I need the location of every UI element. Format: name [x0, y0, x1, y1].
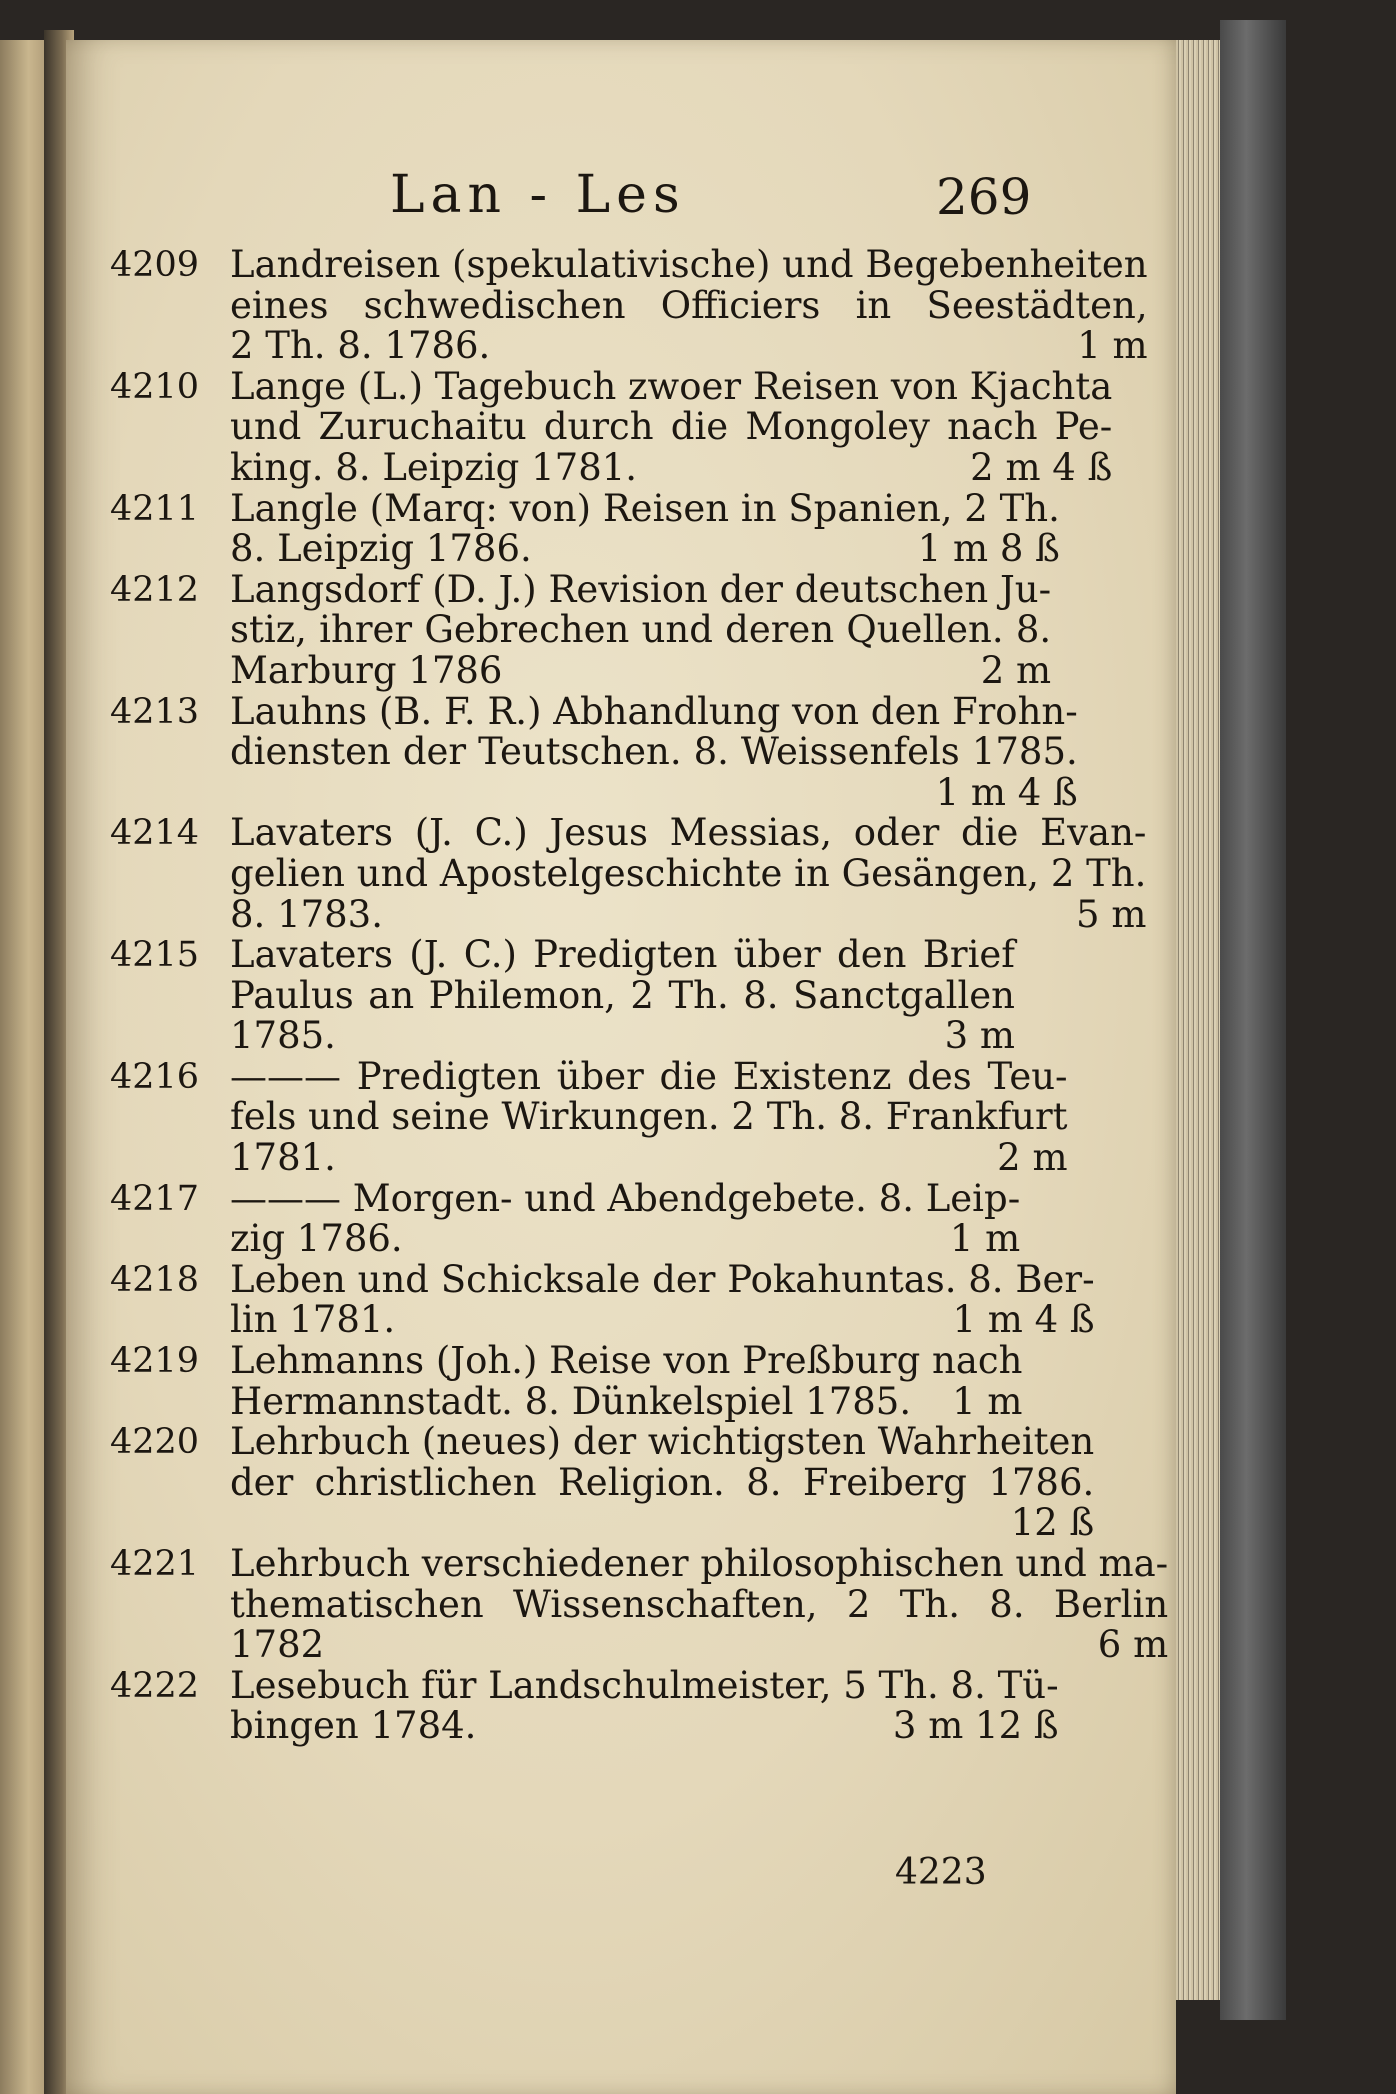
entry-last-line [230, 1706, 1059, 1747]
entry-imprint: Marburg 1786 [230, 648, 503, 692]
entry-imprint: 1781. [230, 1136, 336, 1180]
catalog-entry [110, 486, 1060, 571]
entry-line: und Zuruchaitu durch die Mongoley nach Pe- [230, 405, 1113, 449]
entry-line: Langle (Marq: von) Reisen in Spanien, 2 Th. [230, 486, 1060, 530]
entry-line: gelien und Apostelgeschichte in Gesängen, 2 Th. [230, 851, 1147, 895]
entry-imprint: 8. Leipzig 1786. [230, 527, 532, 571]
entry-number: 4219 [110, 1341, 200, 1382]
entry-last-line [230, 1379, 1023, 1423]
entry-last-line [230, 1219, 1020, 1260]
entry-number: 4220 [110, 1422, 200, 1463]
entry-price: 1 m [952, 1379, 1023, 1423]
entry-imprint: 1782 [230, 1623, 325, 1667]
entry-text [230, 1176, 1021, 1261]
catalog-entry [110, 1257, 1095, 1342]
entry-last-line [230, 326, 1148, 367]
entry-number: 4215 [110, 935, 200, 976]
entry-number: 4216 [110, 1056, 200, 1097]
entry-last-line [230, 1503, 1094, 1544]
catalog-entry [110, 1176, 1021, 1261]
catalog-entry [110, 1542, 1169, 1667]
entry-line: fels und seine Wirkungen. 2 Th. 8. Frankfurt [230, 1095, 1068, 1139]
entry-price: 1 m [949, 1217, 1021, 1261]
entry-number: 4213 [110, 691, 200, 732]
entry-line: stiz, ihrer Gebrechen und deren Quellen. 8. [230, 608, 1052, 652]
entry-text [230, 1054, 1068, 1180]
entry-number: 4212 [110, 569, 200, 610]
entry-line: Lehrbuch (neues) der wichtigsten Wahrheiten [230, 1420, 1095, 1464]
page-number: 269 [936, 168, 1032, 226]
entry-text [230, 486, 1060, 571]
entry-price: 12 ß [1010, 1501, 1095, 1545]
entry-line: eines schwedischen Officiers in Seestädten, [230, 283, 1148, 327]
catalog-entry [110, 1054, 1068, 1180]
catalog-entry [110, 364, 1113, 489]
entry-line: Lehmanns (Joh.) Reise von Preßburg nach [230, 1339, 1023, 1383]
entry-price: 1 m 4 ß [935, 770, 1078, 814]
entry-number: 4221 [110, 1544, 200, 1584]
entry-last-line [230, 648, 1052, 692]
entry-last-line [230, 1300, 1095, 1341]
catalog-entry [110, 243, 1148, 368]
entry-imprint: lin 1781. [230, 1298, 396, 1342]
catalog-entry [110, 811, 1147, 936]
entry-line: Lavaters (J. C.) Jesus Messias, oder die Evan- [230, 811, 1147, 855]
entry-text [230, 1422, 1094, 1544]
entry-line: Lange (L.) Tagebuch zwoer Reisen von Kjachta [230, 364, 1113, 408]
entry-last-line [230, 1625, 1168, 1666]
entry-line: Lauhns (B. F. R.) Abhandlung von den Frohn- [230, 689, 1078, 733]
entry-price: 1 m 4 ß [952, 1298, 1095, 1342]
entry-line: diensten der Teutschen. 8. Weissenfels 1785. [230, 730, 1078, 774]
entry-line: ——— Predigten über die Existenz des Teu- [230, 1054, 1068, 1098]
catalog-entry [110, 567, 1052, 692]
entry-line: der christlichen Religion. 8. Freiberg 1786. [230, 1460, 1095, 1504]
entry-number: 4222 [110, 1665, 200, 1706]
entry-price: 2 m [980, 648, 1052, 692]
catalog-entries [110, 243, 1169, 1748]
catalog-entry [110, 1663, 1059, 1748]
entry-line: Paulus an Philemon, 2 Th. 8. Sanctgallen [230, 973, 1015, 1017]
entry-imprint: zig 1786. [230, 1217, 403, 1261]
entry-imprint: 1785. [230, 1014, 336, 1058]
catchword: 4223 [895, 1852, 987, 1893]
catalog-entry [110, 935, 1015, 1057]
entry-last-line [230, 1138, 1068, 1179]
entry-last-line [230, 445, 1113, 489]
entry-number: 4211 [110, 488, 200, 529]
entry-text [230, 567, 1052, 692]
entry-imprint: 2 Th. 8. 1786. [230, 324, 491, 368]
entry-imprint: 8. 1783. [230, 892, 383, 936]
entry-line: ——— Morgen- und Abendgebete. 8. Leip- [230, 1176, 1021, 1220]
entry-line: Landreisen (spekulativische) und Begebenheiten [230, 243, 1148, 286]
entry-text [230, 1663, 1059, 1748]
entry-line: Lesebuch für Landschulmeister, 5 Th. 8. Tü- [230, 1663, 1059, 1707]
running-header: Lan - Les [390, 165, 686, 225]
catalog-entry [110, 689, 1078, 814]
entry-imprint: king. 8. Leipzig 1781. [230, 445, 638, 489]
entry-text [230, 935, 1015, 1057]
entry-price: 1 m 8 ß [917, 527, 1060, 571]
entry-line: thematischen Wissenschaften, 2 Th. 8. Berlin [230, 1582, 1169, 1626]
entry-line: Lavaters (J. C.) Predigten über den Brief [230, 933, 1015, 977]
entry-last-line [230, 770, 1078, 814]
entry-price: 3 m 12 ß [892, 1704, 1059, 1748]
entry-text [230, 1544, 1168, 1666]
catalog-entry [110, 1339, 1023, 1423]
entry-text [230, 689, 1078, 814]
entry-price: 5 m [1076, 892, 1147, 936]
book-cover-edge [1220, 20, 1286, 2020]
entry-imprint: bingen 1784. [230, 1704, 477, 1748]
entry-text [230, 813, 1146, 935]
entry-text [230, 1257, 1095, 1342]
entry-text [230, 245, 1148, 367]
entry-line: Langsdorf (D. J.) Revision der deutschen Ju- [230, 567, 1052, 611]
entry-last-line [230, 892, 1147, 936]
entry-last-line [230, 529, 1060, 570]
entry-number: 4217 [110, 1178, 200, 1219]
entry-line: Leben und Schicksale der Pokahuntas. 8. Ber- [230, 1257, 1095, 1301]
entry-text [230, 364, 1113, 489]
entry-imprint: Hermannstadt. 8. Dünkelspiel 1785. [230, 1379, 912, 1423]
entry-number: 4214 [110, 813, 200, 854]
entry-price: 2 m [997, 1136, 1068, 1180]
entry-line: Lehrbuch verschiedener philosophischen und ma- [230, 1542, 1169, 1585]
entry-price: 6 m [1097, 1623, 1169, 1667]
entry-last-line [230, 1016, 1015, 1057]
entry-price: 2 m 4 ß [970, 445, 1113, 489]
entry-price: 3 m [944, 1014, 1015, 1058]
entry-price: 1 m [1077, 324, 1148, 368]
page-stack-edges [1176, 40, 1220, 2000]
entry-number: 4218 [110, 1259, 200, 1300]
entry-text [230, 1341, 1022, 1422]
entry-number: 4209 [110, 245, 200, 285]
catalog-entry [110, 1420, 1095, 1545]
entry-number: 4210 [110, 366, 200, 407]
